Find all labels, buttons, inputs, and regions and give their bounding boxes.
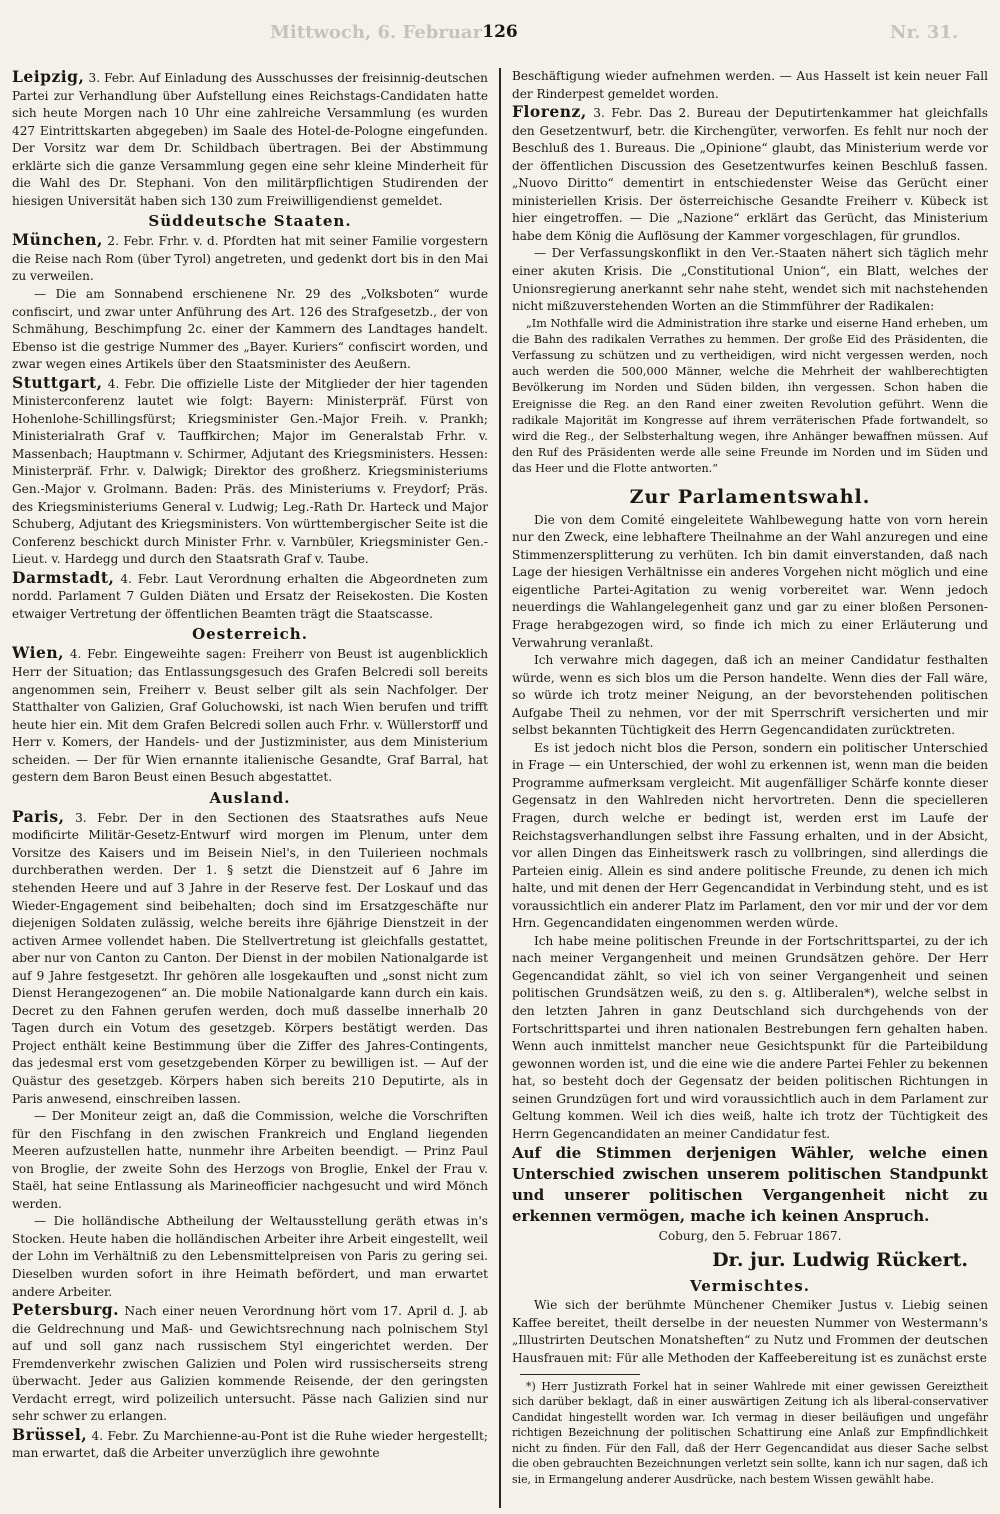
article-muenchen-2: — Die am Sonnabend erschienene Nr. 29 des „Volksboten“ wurde confiscirt, und zwar unter Anführung des Art. 126 des Strafgesetzb., der von Schmähung, Beschimpfung 2c. einer der Kammern des Landtages handelt. Ebenso ist die gestrige Nummer des „Bayer. Kuriers“ confiscirt worden, und zwar wegen eines Artikels über den Staatsminister des Aeußern. xyxy=(12,287,488,372)
dateline-darmstadt: Darmstadt, xyxy=(12,567,115,587)
article-paris-3: — Die holländische Abtheilung der Weltausstellung geräth etwas in's Stocken. Heute haben die holländischen Arbeiter ihre Arbeit eingestellt, weil der Lohn im Verhältniß zu den Lebensmittelpreisen von Paris zu gering sei. Dieselben wurden sofort in ihre Heimath befördert, und man erwartet andere Arbeiter. xyxy=(12,1214,488,1299)
dateline-wien: Wien, xyxy=(12,643,65,663)
dateline-muenchen: München, xyxy=(12,230,103,250)
article-wien xyxy=(12,644,488,786)
left-column xyxy=(12,68,496,1508)
section-heading-sueddeutsch: Süddeutsche Staaten. xyxy=(148,212,352,231)
signature: Dr. jur. Ludwig Rückert. xyxy=(712,1249,968,1272)
article-bruessel xyxy=(12,1426,488,1463)
article-leipzig xyxy=(12,68,488,210)
heading-vermischtes: Vermischtes. xyxy=(690,1277,810,1296)
parl-paragraph-3: Es ist jedoch nicht blos die Person, sondern ein politischer Unterschied in Frage — ein Unterschied, der wohl zu erkennen ist, wenn man die beiden Programme aufmerksam vergleicht. Mit augenfälliger Schärfe konnte dieser Gegensatz in den Wahlreden nicht hervortreten. Denn die specielleren Fragen, durch welche er bedingt ist, werden erst im Laufe der Reichstagsverhandlungen selbst ihre Fassung erhalten, und in der Absicht, vor allen Dingen das Einheitswerk rasch zu vollbringen, sind allerdings die Parteien einig. Allein es sind andere politische Freunde, zu denen ich mich halte, und mit denen der Herr Gegencandidat in Verbindung steht, und es ist voraussichtlich ein anderer Platz im Parlament, den vor mir und der vor dem Hrn. Gegencandidaten eingenommen werden würde. xyxy=(512,740,988,931)
article-text: 4. Febr. Eingeweihte sagen: Freiherr von Beust ist augenblicklich Herr der Situation; das Entlassungsgesuch des Grafen Belcredi soll bereits angenommen sein, Freiherr v. Beust selber gilt als sein Nachfolger. Der Statthalter von Galizien, Graf Goluchowski, ist nach Wien berufen und trifft heute hier ein. Mit dem Grafen Belcredi sollen auch Frhr. v. Wüllerstorff und Herr v. Komers, der Handels- und der Justizminister, aus dem Ministerium scheiden. — Der für Wien ernannte italienische Gesandte, Graf Barral, hat gestern dem Baron Beust einen Besuch abgestattet. xyxy=(12,647,488,785)
footnote-divider xyxy=(520,1374,640,1375)
article-muenchen xyxy=(12,231,488,286)
section-heading-ausland: Ausland. xyxy=(209,788,291,807)
article-petersburg xyxy=(12,1301,488,1426)
right-column xyxy=(504,68,988,1508)
bleed-through-date: Mittwoch, 6. Februar xyxy=(270,22,483,43)
parl-paragraph-4: Ich habe meine politischen Freunde in der Fortschrittspartei, zu der ich nach meiner Vergangenheit und meinen Grundsätzen gehöre. Der Herr Gegencandidat zählt, so viel ich von seiner Vergangenheit und seinen politischen Grundsätzen weiß, zu den s. g. Altliberalen*), welche selbst in den letzten Jahren in ganz Deutschland sich durchgehends von der Fortschrittspartei und ihren nationalen Bestrebungen fern gehalten haben. Wenn auch inmittelst mancher neue Gesichtspunkt für die Parteibildung gewonnen worden ist, und die eine wie die andere Partei Fehler zu bekennen hat, so besteht doch der Gegensatz der beiden politischen Richtungen in seinen Grundzügen fort und wird voraussichtlich auch in dem Parlament zur Geltung kommen. Weil ich dies weiß, halte ich trotz der Tüchtigkeit des Herrn Gegencandidaten an meiner Candidatur fest. xyxy=(512,933,988,1141)
article-text: 3. Febr. Der in den Sectionen des Staatsrathes aufs Neue modificirte Militär-Gesetz-Entwurf wird morgen im Plenum, unter dem Vorsitze des Kaisers und im Beisein Niel's, in den Tuilerieen nochmals durchberathen werden. Der 1. § setzt die Dienstzeit auf 6 Jahre im stehenden Heere und auf 3 Jahre in der Reserve fest. Der Loskauf und das Wieder-Engagement sind beibehalten; doch sind im Ersatzgeschäfte nur diejenigen Soldaten zulässig, welche bereits ihre 6jährige Dienstzeit in der activen Armee vollendet haben. Die Stellvertretung ist gleichfalls gestattet, aber nur von Canton zu Canton. Der Dienst in der mobilen Nationalgarde ist auf 9 Jahre festgesetzt. Ihr gehören alle losgekauften und „sonst nicht zum Dienst Herangezogenen“ an. Die mobile Nationalgarde kann durch ein kais. Decret zu den Fahnen gerufen werden, doch muß dasselbe innerhalb 20 Tagen durch ein Votum des gesetzgeb. Körpers bestätigt werden. Das Project enthält keine Bestimmung über die Ziffer des Jahres-Contingents, das jedesmal erst vom gesetzgebenden Körper zu bewilligen ist. — Auf der Quästur des gesetzgeb. Körpers haben sich bereits 210 Deputirte, als in Paris anwesend, einschreiben lassen. xyxy=(12,810,488,1106)
article-paris xyxy=(12,808,488,1108)
article-stuttgart xyxy=(12,374,488,569)
dateline-stuttgart: Stuttgart, xyxy=(12,372,103,392)
article-text: 4. Febr. Die offizielle Liste der Mitglieder der hier tagenden Ministerconferenz lautet wie folgt: Bayern: Ministerpräf. Fürst von Hohenlohe-Schillingsfürst; Kriegsminister Gen.-Major Freih. v. Prankh; Ministerialrath Graf v. Tauffkirchen; Major im Generalstab Frhr. v. Massenbach; Hauptmann v. Schirmer, Adjutant des Kriegsministers. Hessen: Ministerpräf. Frhr. v. Dalwigk; Direktor des großherz. Kriegsministeriums Gen.-Major v. Grolmann. Baden: Präs. des Ministeriums v. Freydorf; Präs. des Kriegsministeriums General v. Ludwig; Leg.-Rath Dr. Harteck und Major Schuberg, Adjutant des Kriegsministers. Von württembergischer Seite ist die Conferenz beschickt durch Minister Frhr. v. Varnbüler, Kriegsminister Gen.-Lieut. v. Hardegg und durch den Staatsrath Graf v. Taube. xyxy=(12,376,488,567)
parl-paragraph-2: Ich verwahre mich dagegen, daß ich an meiner Candidatur festhalten würde, wenn es sich blos um die Person handelte. Wenn dies der Fall wäre, so würde ich trotz meiner Neigung, an der bevorstehenden politischen Aufgabe Theil zu nehmen, vor der mit Sperrschrift versicherten und mir selbst bekannten Tüchtigkeit des Herrn Gegencandidaten zurücktreten. xyxy=(512,653,988,738)
letter-dateline: Coburg, den 5. Februar 1867. xyxy=(658,1229,842,1244)
footnote: *) Herr Justizrath Forkel hat in seiner Wahlrede mit einer gewissen Gereiztheit sich darüber beklagt, daß in einer auswärtigen Zeitung ich als liberal-conservativer Candidat hingestellt worden war. Ich vermag in dieser beiläufigen und ungefähr richtigen Bezeichnung der politischen Schattirung eine Anlaß zur Empfindlichkeit nicht zu finden. Für den Fall, daß der Herr Gegencandidat aus dieser Sache selbst die oben gebrauchten Bezeichnungen verletzt sein sollte, kann ich nur sagen, daß ich sie, in Ermangelung anderer Ausdrücke, nach bestem Wissen gewählt habe. xyxy=(512,1379,988,1486)
dateline-bruessel: Brüssel, xyxy=(12,1424,88,1444)
dateline-florenz: Florenz, xyxy=(512,102,587,122)
vermischtes-text: Wie sich der berühmte Münchener Chemiker Justus v. Liebig seinen Kaffee bereitet, theilt derselbe in der neuesten Nummer von Westermann's „Illustrirten Deutschen Monatsheften“ zu Nutz und Frommen der deutschen Hausfrauen mit: Für alle Methoden der Kaffeebereitung ist es zunächst erste xyxy=(512,1298,988,1366)
article-united-states: — Der Verfassungskonflikt in den Ver.-Staaten nähert sich täglich mehr einer akuten Krisis. Die „Constitutional Union“, ein Blatt, welches der Unionsregierung anerkannt sehr nahe steht, wendet sich mit nachstehenden nicht mißzuverstehenden Worten an die Stimmführer der Radikalen: xyxy=(512,246,988,314)
article-florenz xyxy=(512,103,988,245)
dateline-leipzig: Leipzig, xyxy=(12,68,85,86)
article-paris-2: — Der Moniteur zeigt an, daß die Commission, welche die Vorschriften für den Fischfang in den zwischen Frankreich und England liegenden Meeren aufzustellen hatte, nunmehr ihre Arbeiten beendigt. — Prinz Paul von Broglie, der zweite Sohn des Herzogs von Broglie, Enkel der Frau v. Staël, hat seine Entlassung als Marineofficier nachgesucht und wird Mönch werden. xyxy=(12,1109,488,1211)
article-text: 2. Febr. Frhr. v. d. Pfordten hat mit seiner Familie vorgestern die Reise nach Rom (über Tyrol) angetreten, und gedenkt dort bis in den Mai zu verweilen. xyxy=(12,234,488,284)
column-divider xyxy=(499,68,501,1508)
quoted-statement: „Im Nothfalle wird die Administration ihre starke und eiserne Hand erheben, um die Bahn des radikalen Verrathes zu hemmen. Der große Eid des Präsidenten, die Verfassung zu schützen und zu vertheidigen, wird nicht vergessen werden, noch auch werden die 500,000 Männer, welche die Mehrheit der wahlberechtigten Bevölkerung im Norden und Süden bilden, ihn vergessen. Schon haben die Ereignisse die Reg. an den Rand einer zweiten Revolution geführt. Wenn die radikale Majorität im Kongresse auf ihrem verräterischen Pfade fortwandelt, so wird die Reg., der Selbsterhaltung wegen, ihre Anhänger bewaffnen müssen. Auf den Ruf des Präsidenten werde alle seine Freunde im Norden und im Süden und das Heer und die Flotte antworten.“ xyxy=(512,316,988,476)
article-text: Nach einer neuen Verordnung hört vom 17. April d. J. ab die Geldrechnung und Maß- und Gewichtsrechnung nach polnischem Styl auf und soll ganz nach russischem Styl eingerichtet werden. Der Fremdenverkehr zwischen Galizien und Polen wird russischerseits streng überwacht. Jeder aus Galizien kommende Reisende, der den geringsten Verdacht erregt, wird polizeilich untersucht. Pässe nach Galizien sind nur sehr schwer zu erlangen. xyxy=(12,1304,488,1424)
bleed-through-number: Nr. 31. xyxy=(890,22,959,43)
dateline-petersburg: Petersburg. xyxy=(12,1300,120,1320)
article-text: 4. Febr. Laut Verordnung erhalten die Abgeordneten zum nordd. Parlament 7 Gulden Diäten und Ersatz der Reisekosten. Die Kosten etwaiger Vertretung der öffentlichen Beamten trägt die Staatscasse. xyxy=(12,571,488,621)
heading-parlamentswahl: Zur Parlamentswahl. xyxy=(629,485,871,508)
article-darmstadt xyxy=(12,569,488,624)
article-text: 3. Febr. Das 2. Bureau der Deputirtenkammer hat gleichfalls den Gesetzentwurf, betr. die Kirchengüter, verworfen. Es fehlt nur noch der Beschluß des 1. Bureaus. Die „Opinione“ glaubt, das Ministerium werde vor der öffentlichen Discussion des Gesetzentwurfes keinen Beschluß fassen. „Nuovo Diritto“ dementirt in entschiedenster Weise das Gerücht einer ministeriellen Krisis. Der österreichische Gesandte Freiherr v. Kübeck ist hier eingetroffen. — Die „Nazione“ erklärt das Gerücht, das Ministerium habe dem König die Auflösung der Kammer vorgeschlagen, für grundlos. xyxy=(512,106,988,243)
parl-emphasis: Auf die Stimmen derjenigen Wähler, welche einen Unterschied zwischen unserem politischen Standpunkt und unserer politischen Vergangenheit nicht zu erkennen vermögen, mache ich keinen Anspruch. xyxy=(512,1144,988,1226)
page-number: 126 xyxy=(482,22,518,42)
two-column-body xyxy=(12,68,988,1508)
parl-paragraph-1: Die von dem Comité eingeleitete Wahlbewegung hatte von vorn herein nur den Zweck, eine lebhaftere Theilnahme an der Wahl anzuregen und eine Stimmenzersplitterung zu verhüten. Ich bin damit einverstanden, daß nach Lage der hiesigen Verhältnisse ein anderes Vorgehen nicht möglich und eine eigentliche Partei-Agitation zu wenig vorbereitet war. Wenn jedoch neuerdings die Wahlangelegenheit ganz und gar zu einer bloßen Personen-Frage herabgezogen wird, so finde ich mich zu einer Erläuterung und Verwahrung veranlaßt. xyxy=(512,512,988,650)
article-text: 3. Febr. Auf Einladung des Ausschusses der freisinnig-deutschen Partei zur Verhandlung über Aufstellung eines Reichstags-Candidaten hatte sich heute Morgen nach 10 Uhr eine zahlreiche Versammlung (es wurden 427 Eintrittskarten abgegeben) im Saale des Hotel-de-Pologne eingefunden. Der Vorsitz war dem Dr. Schildbach übertragen. Bei der Abstimmung erklärte sich die ganze Versammlung gegen eine sehr kleine Minderheit für die Wahl des Dr. Stephani. Von den militärpflichtigen Studirenden der hiesigen Universität haben sich 130 zum Freiwilligendienst gemeldet. xyxy=(12,71,488,208)
section-heading-oesterreich: Oesterreich. xyxy=(192,625,308,644)
article-text: 4. Febr. Zu Marchienne-au-Pont ist die Ruhe wieder hergestellt; man erwartet, daß die Arbeiter unverzüglich ihre gewohnte xyxy=(12,1428,488,1461)
dateline-paris: Paris, xyxy=(12,806,65,826)
article-continued: Beschäftigung wieder aufnehmen werden. — Aus Hasselt ist kein neuer Fall der Rinderpest gemeldet worden. xyxy=(512,69,988,101)
